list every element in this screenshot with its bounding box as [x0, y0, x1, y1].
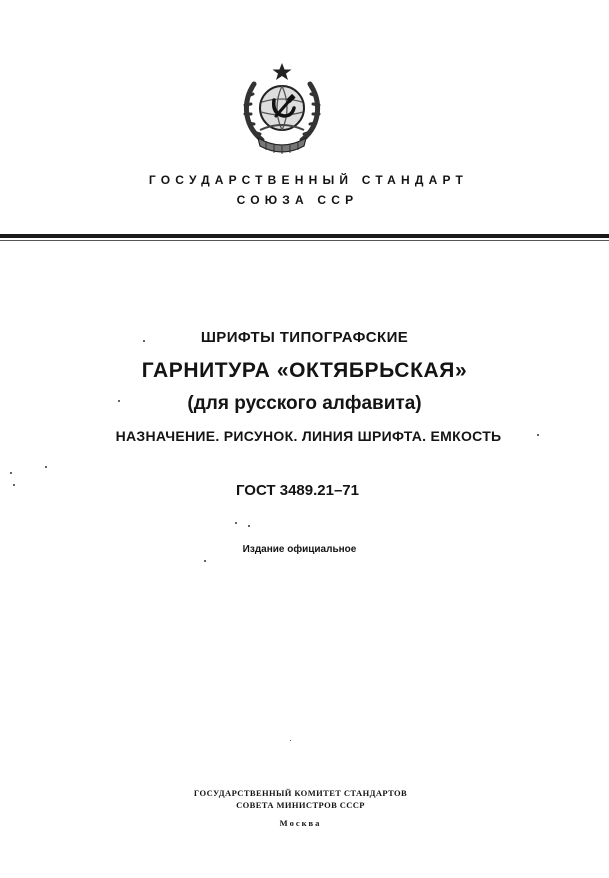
publisher-city: Москва [279, 818, 322, 828]
scan-speck [45, 466, 47, 468]
scan-speck [13, 484, 15, 486]
scan-speck [118, 400, 120, 402]
edition-note: Издание официальное [242, 544, 357, 555]
document-series: ШРИФТЫ ТИПОГРАФСКИЕ [200, 329, 409, 346]
document-scope: НАЗНАЧЕНИЕ. РИСУНОК. ЛИНИЯ ШРИФТА. ЕМКОСТЬ [115, 428, 502, 444]
scan-speck [235, 522, 237, 524]
publisher-line-2: СОВЕТА МИНИСТРОВ СССР [236, 800, 365, 810]
document-title: ГАРНИТУРА «ОКТЯБРЬСКАЯ» [141, 359, 468, 382]
document-subtitle: (для русского алфавита) [187, 393, 422, 414]
scan-speck [10, 472, 12, 474]
standard-number: ГОСТ 3489.21–71 [235, 482, 359, 499]
scan-speck [143, 340, 145, 342]
state-emblem-icon [232, 60, 332, 160]
scan-speck [204, 560, 206, 562]
header-rule-thin [0, 240, 609, 241]
scan-speck [290, 740, 291, 741]
scan-speck [248, 525, 250, 527]
scan-speck [537, 434, 539, 436]
header-line-1: ГОСУДАРСТВЕННЫЙ СТАНДАРТ [148, 173, 469, 187]
header-rule-thick [0, 234, 609, 238]
publisher-line-1: ГОСУДАРСТВЕННЫЙ КОМИТЕТ СТАНДАРТОВ [193, 788, 408, 798]
header-line-2: СОЮЗА ССР [236, 193, 359, 207]
